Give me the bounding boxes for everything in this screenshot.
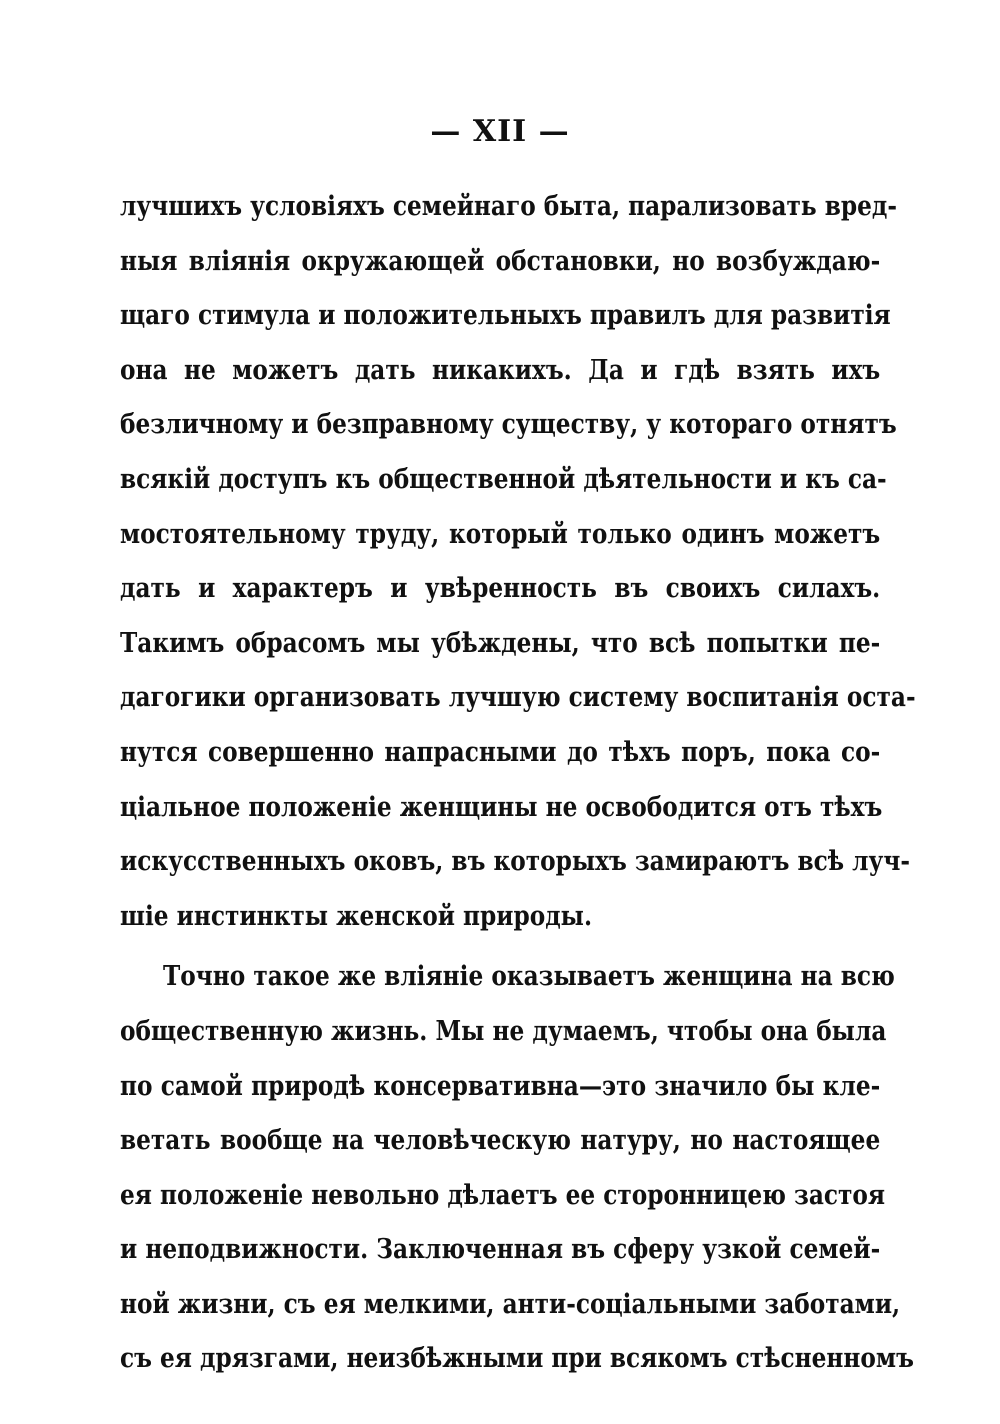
text-line: общественную жизнь. Мы не думаемъ, чтобы она была <box>120 1015 887 1047</box>
text-line: ветать вообще на человѣческую натуру, но настоящее <box>120 1125 881 1157</box>
body-text <box>120 180 916 1387</box>
text-line: безличному и безправному существу, у котораго отнятъ <box>120 409 897 441</box>
paragraph-1 <box>120 180 916 944</box>
text-line: она не можетъ дать никакихъ. Да и гдѣ взять ихъ <box>120 354 881 386</box>
text-line: и неподвижности. Заключенная въ сферу узкой семей- <box>120 1234 881 1266</box>
text-line: ной жизни, съ ея мелкими, анти-соцiальными заботами, <box>120 1288 901 1320</box>
text-line: ея положенiе невольно дѣлаетъ ее сторонницею застоя <box>120 1179 886 1211</box>
text-line: ныя влiянiя окружающей обстановки, но возбуждаю- <box>120 245 881 277</box>
text-line: шiе инстинкты женской природы. <box>120 900 593 932</box>
text-line: всякiй доступъ къ общественной дѣятельности и къ са- <box>120 463 887 495</box>
text-line: цiальное положенiе женщины не освободится отъ тѣхъ <box>120 791 883 823</box>
text-line: лучшихъ условiяхъ семейнаго быта, парализовать вред- <box>120 191 898 222</box>
text-line: Точно такое же влiянiе оказываетъ женщина на всю <box>163 961 895 993</box>
text-line: съ ея дрязгами, неизбѣжными при всякомъ стѣсненномъ <box>120 1343 914 1375</box>
text-line: дагогики организовать лучшую систему воспитанiя оста- <box>120 682 916 714</box>
text-line: искусственныхъ оковъ, въ которыхъ замираютъ всѣ луч- <box>120 846 911 878</box>
text-line: щаго стимула и положительныхъ правилъ для развитiя <box>120 300 891 332</box>
text-line: мостоятельному труду, который только одинъ можетъ <box>120 518 881 550</box>
page-number: — XII — <box>430 114 570 149</box>
text-line: Такимъ обрасомъ мы убѣждены, что всѣ попытки пе- <box>120 627 881 659</box>
paragraph-2 <box>120 950 914 1387</box>
text-line: нутся совершенно напрасными до тѣхъ поръ, пока со- <box>120 736 881 768</box>
text-line: дать и характеръ и увѣренность въ своихъ силахъ. <box>120 573 881 605</box>
text-line: по самой природѣ консервативна—это значило бы кле- <box>120 1070 881 1102</box>
